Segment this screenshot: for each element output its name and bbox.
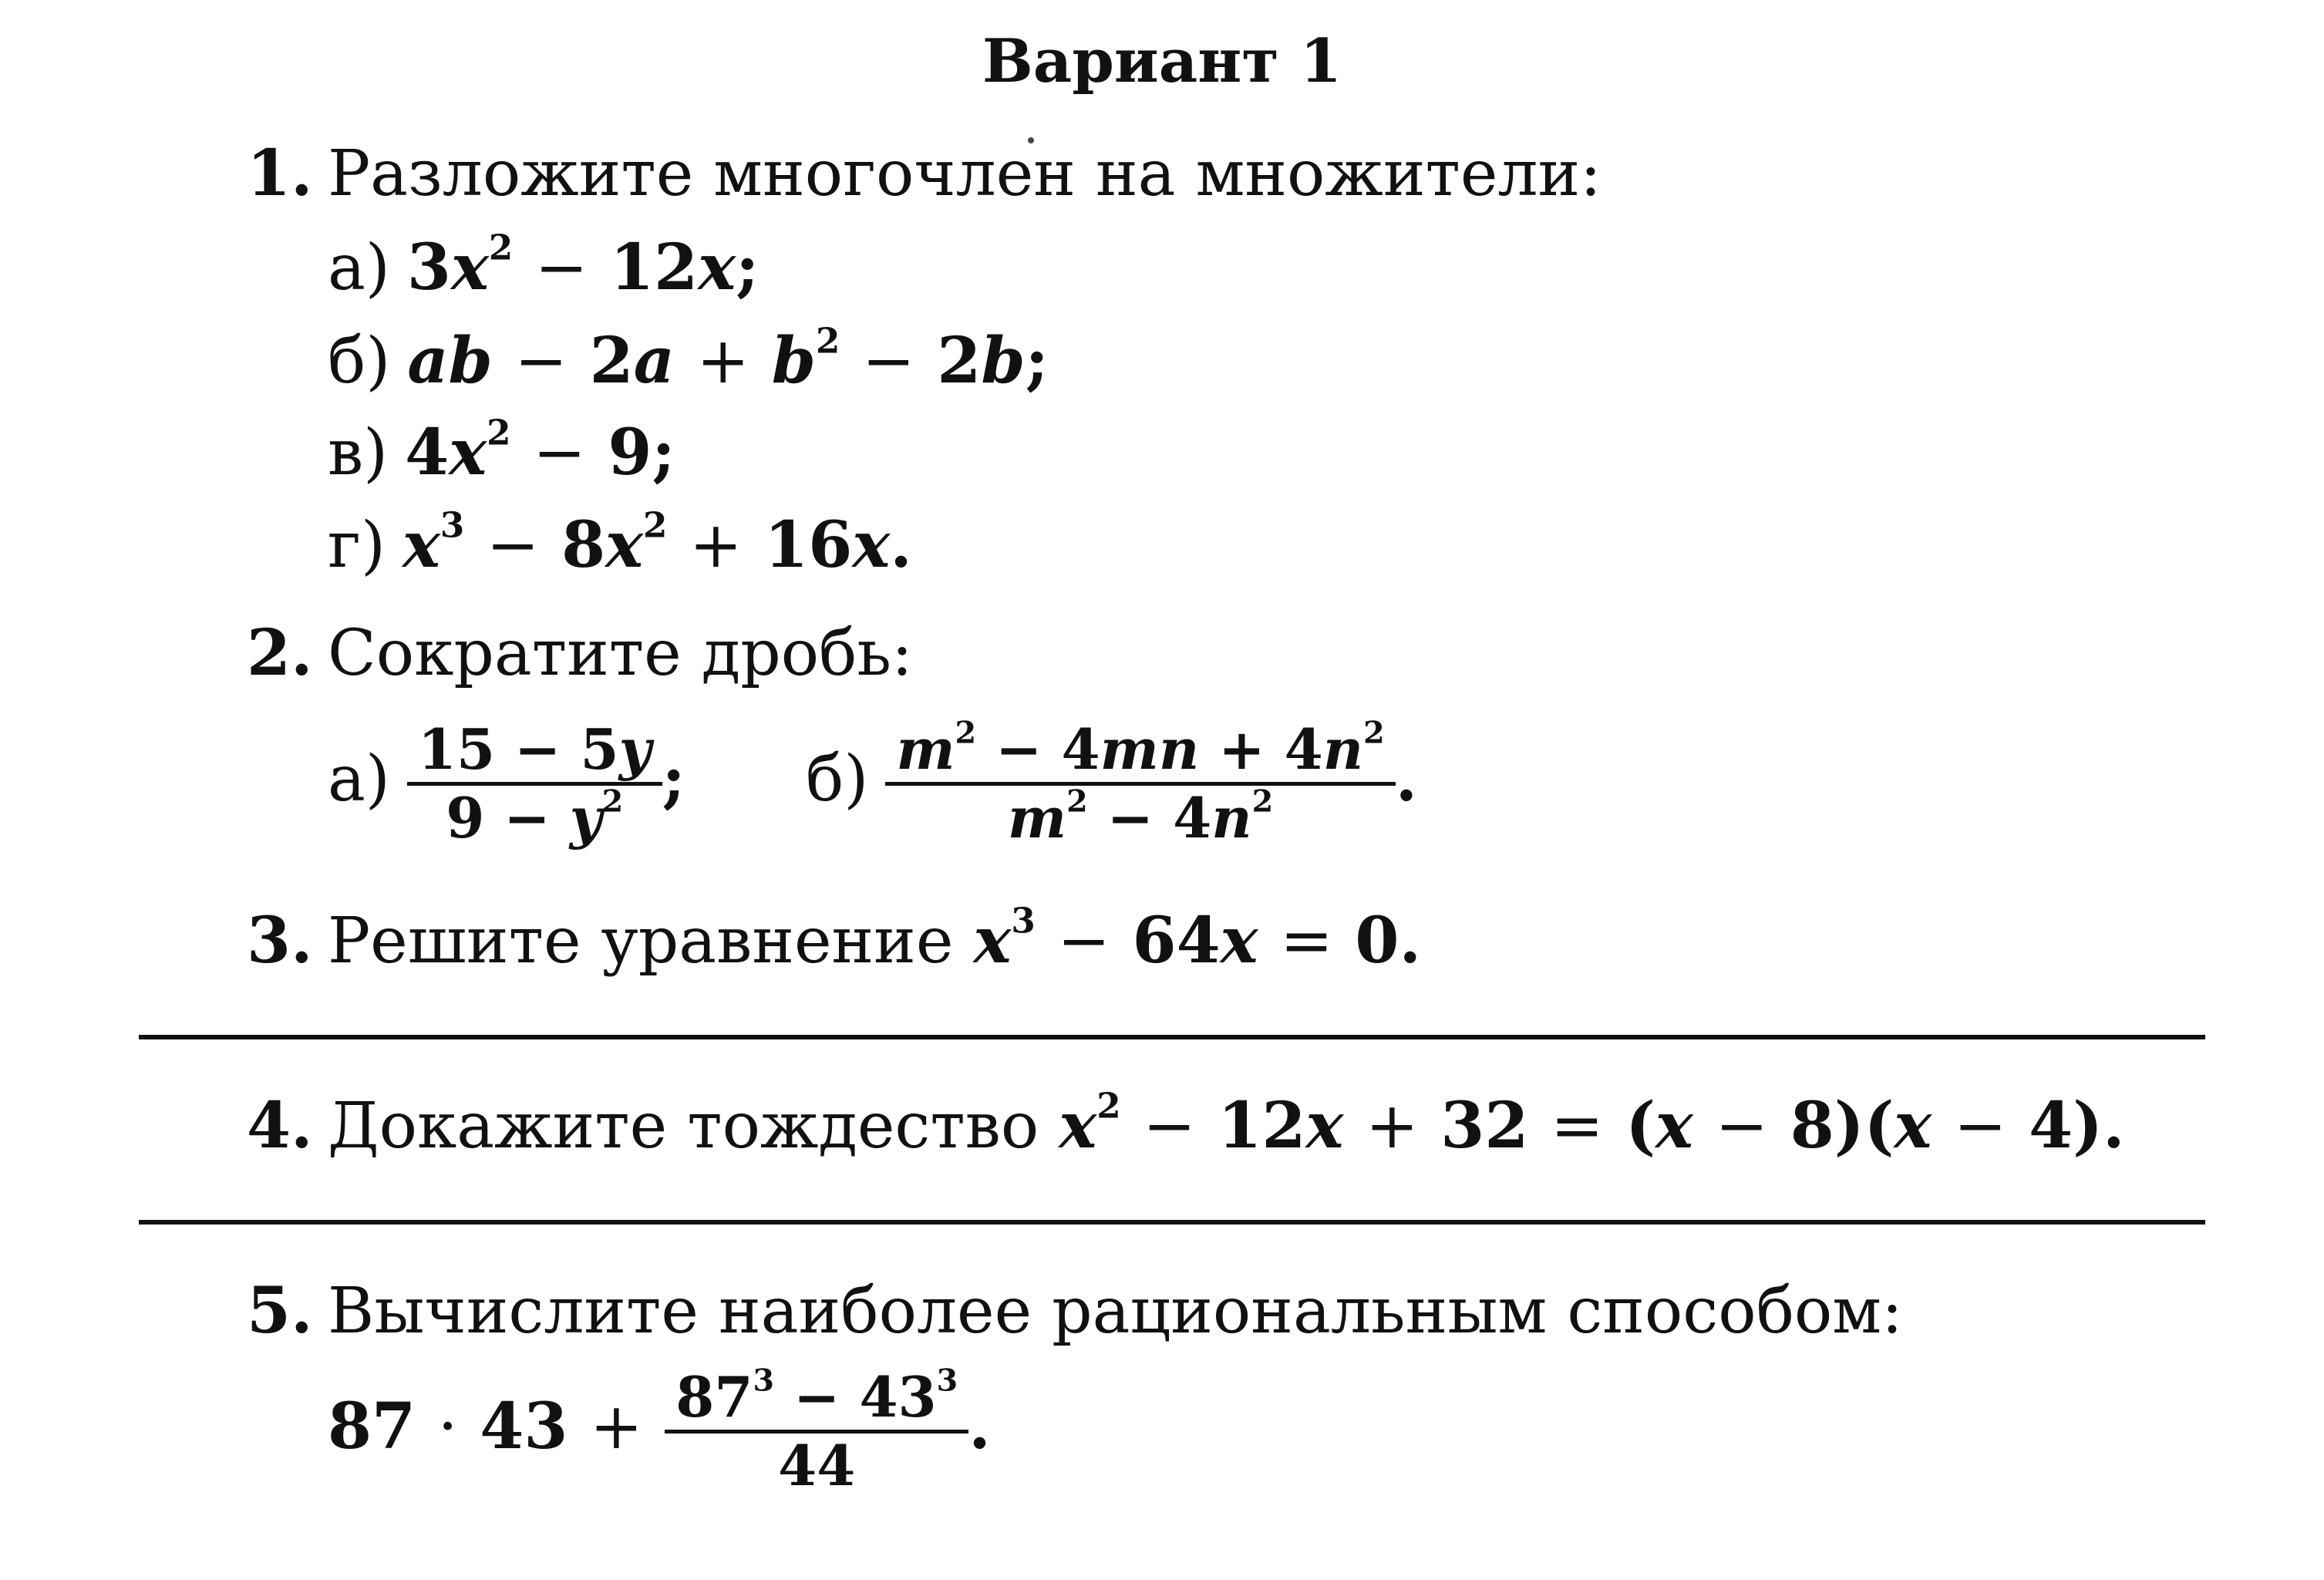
task-text: Сократите дробь: — [328, 617, 913, 690]
punctuation: ; — [662, 742, 685, 816]
identity: $x^2 - 12x + 32 = (x - 8)(x - 4)$. — [1059, 1085, 2125, 1163]
expression: $3x^2 - 12x$; — [406, 227, 760, 305]
task-1-item-c — [328, 414, 675, 492]
page-title: Вариант 1 — [982, 26, 1342, 96]
task-1-heading — [247, 135, 1602, 213]
fraction — [407, 717, 662, 851]
task-number: 5. — [247, 1274, 313, 1348]
task-2-item-b — [806, 717, 1417, 851]
denominator: 44 — [778, 1433, 856, 1498]
task-number: 4. — [247, 1089, 313, 1163]
fraction — [885, 717, 1395, 851]
item-label: б) — [806, 743, 869, 816]
numerator: $m^2 - 4mn + 4n^2$ — [885, 717, 1395, 786]
denominator: $9 - y^2$ — [446, 783, 624, 851]
task-1-item-d — [328, 504, 912, 584]
item-label: б) — [328, 325, 391, 398]
task-2-heading — [247, 615, 913, 692]
task-text: Разложите многочлен на множители: — [328, 137, 1602, 211]
numerator: $87^3 - 43^3$ — [665, 1365, 968, 1433]
task-number: 3. — [247, 904, 313, 978]
punctuation: . — [1395, 742, 1418, 816]
task-5-heading — [247, 1272, 1903, 1350]
equation: $x^3 - 64x = 0$. — [973, 900, 1421, 978]
expression: $x^3 - 8x^2 + 16x$. — [402, 504, 912, 582]
product: 87 · 43 + — [328, 1390, 643, 1464]
expression: ab − $2a + b^2 - 2b$; — [407, 320, 1049, 398]
item-label: а) — [328, 231, 390, 305]
task-number: 2. — [247, 616, 313, 690]
task-2-item-a — [328, 717, 685, 851]
expression: $4x^2 - 9$; — [405, 412, 675, 490]
item-label: в) — [328, 416, 389, 490]
fraction — [665, 1365, 968, 1498]
task-1-item-a — [328, 229, 759, 307]
divider-line — [139, 1220, 2205, 1225]
task-1-item-b — [328, 322, 1049, 400]
numerator: 15 − 5y — [407, 717, 662, 786]
task-3-heading — [247, 902, 1421, 980]
task-4-heading — [247, 1087, 2125, 1165]
task-number: 1. — [247, 136, 313, 211]
task-text: Докажите тождество — [328, 1090, 1039, 1163]
task-text: Вычислите наиболее рациональным способом: — [328, 1275, 1903, 1348]
punctuation: . — [968, 1390, 991, 1464]
item-label: а) — [328, 743, 390, 816]
divider-line — [139, 1035, 2205, 1039]
task-5-expression — [328, 1365, 991, 1498]
denominator: $m^2 - 4n^2$ — [1007, 783, 1274, 851]
task-text: Решите уравнение — [328, 905, 954, 978]
item-label: г) — [328, 509, 386, 582]
